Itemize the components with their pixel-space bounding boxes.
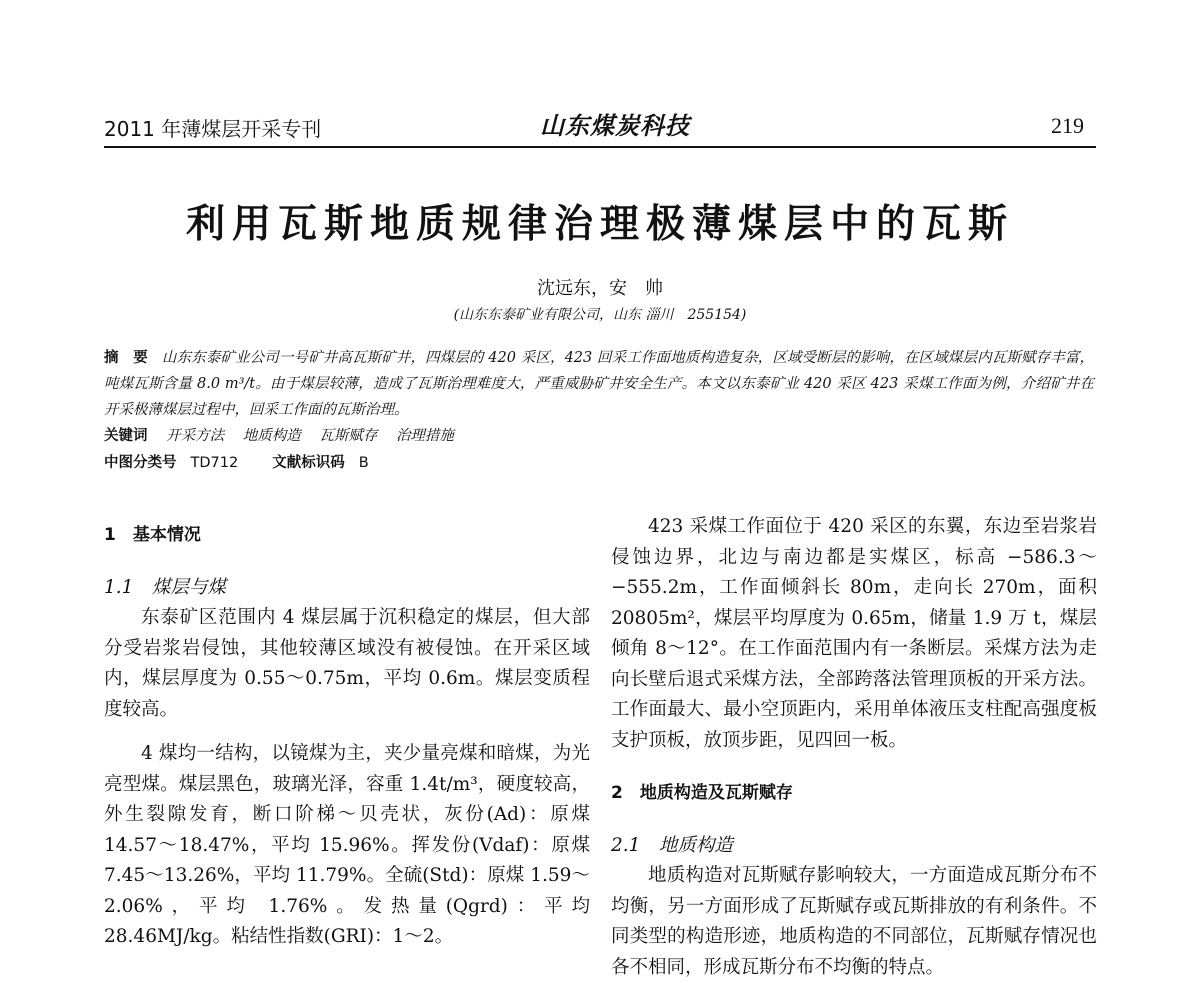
keyword: 治理措施 xyxy=(395,428,454,444)
doc-code-value: B xyxy=(358,455,369,471)
keywords-label: 关键词 xyxy=(104,428,148,444)
subsection-heading-2-1: 2.1 地质构造 xyxy=(611,834,733,856)
page-number: 219 xyxy=(1051,113,1084,138)
keyword: 地质构造 xyxy=(242,428,301,444)
authors: 沈远东，安 帅 xyxy=(537,278,663,299)
clc-label: 中图分类号 xyxy=(104,455,177,471)
clc-value: TD712 xyxy=(190,455,239,471)
affiliation: (山东东泰矿业有限公司，山东 淄川 255154) xyxy=(453,307,747,323)
abstract-label: 摘 要 xyxy=(104,350,148,366)
section-heading-1: 1 基本情况 xyxy=(104,525,201,545)
paragraph: 423 采煤工作面位于 420 采区的东翼，东边至岩浆岩侵蚀边界，北边与南边都是实煤区，标高 −586.3～−555.2m，工作面倾斜长 80m，走向长 270m，面积 20805m²，煤层平均厚度为 0.65m，储量 1.9 万 t，煤层倾角 8～12°。在工作面范围内有一条断层。采煤方法为走向长壁后退式采煤方法，全部跨落法管理顶板的开采方法。工作面最大、最小空顶距内，采用单体液压支柱配高强度板支护顶板，放顶步距，见四回一板。 xyxy=(611,516,1097,751)
article-title: 利用瓦斯地质规律治理极薄煤层中的瓦斯 xyxy=(185,201,1014,247)
running-head: 2011 年薄煤层开采专刊 xyxy=(104,117,322,141)
paragraph: 地质构造对瓦斯赋存影响较大，一方面造成瓦斯分布不均衡，另一方面形成了瓦斯赋存或瓦斯排放的有利条件。不同类型的构造形迹，地质构造的不同部位，瓦斯赋存情况也各不相同，形成瓦斯分布不均衡的特点。 xyxy=(611,865,1097,978)
abstract xyxy=(104,345,1094,423)
keyword: 瓦斯赋存 xyxy=(319,428,378,444)
section-heading-2: 2 地质构造及瓦斯赋存 xyxy=(611,783,793,803)
paragraph: 东泰矿区范围内 4 煤层属于沉积稳定的煤层，但大部分受岩浆岩侵蚀，其他较薄区域没有被侵蚀。在开采区域内，煤层厚度为 0.55～0.75m，平均 0.6m。煤层变质程度较高。 xyxy=(104,607,590,720)
classification xyxy=(104,451,369,472)
abstract-text: 山东东泰矿业公司一号矿井高瓦斯矿井，四煤层的 420 采区，423 回采工作面地质构造复杂，区域受断层的影响，在区域煤层内瓦斯赋存丰富，吨煤瓦斯含量 8.0 m³/t。由于煤层较薄，造成了瓦斯治理难度大，严重威胁矿井安全生产。本文以东泰矿业 420 采区 423 采煤工作面为例，介绍矿井在开采极薄煤层过程中，回采工作面的瓦斯治理。 xyxy=(104,350,1094,418)
subsection-heading-1-1: 1.1 煤层与煤 xyxy=(104,576,226,598)
keywords xyxy=(104,424,468,445)
header-rule xyxy=(104,146,1096,148)
right-column xyxy=(611,512,1097,983)
left-column xyxy=(104,520,590,953)
keyword: 开采方法 xyxy=(166,428,225,444)
journal-logo: 山东煤炭科技 xyxy=(540,111,690,140)
paragraph: 4 煤均一结构，以镜煤为主，夹少量亮煤和暗煤，为光亮型煤。煤层黑色，玻璃光泽，容重 1.4t/m³，硬度较高，外生裂隙发育，断口阶梯～贝壳状，灰份(Ad)：原煤 14.57～18.47%，平均 15.96%。挥发份(Vdaf)：原煤 7.45～13.26%，平均 11.79%。全硫(Std)：原煤 1.59～2.06%，平均 1.76%。发热量(Qgrd)：平均 28.46MJ/kg。粘结性指数(GRI)：1～2。 xyxy=(104,743,590,947)
doc-code-label: 文献标识码 xyxy=(272,455,345,471)
